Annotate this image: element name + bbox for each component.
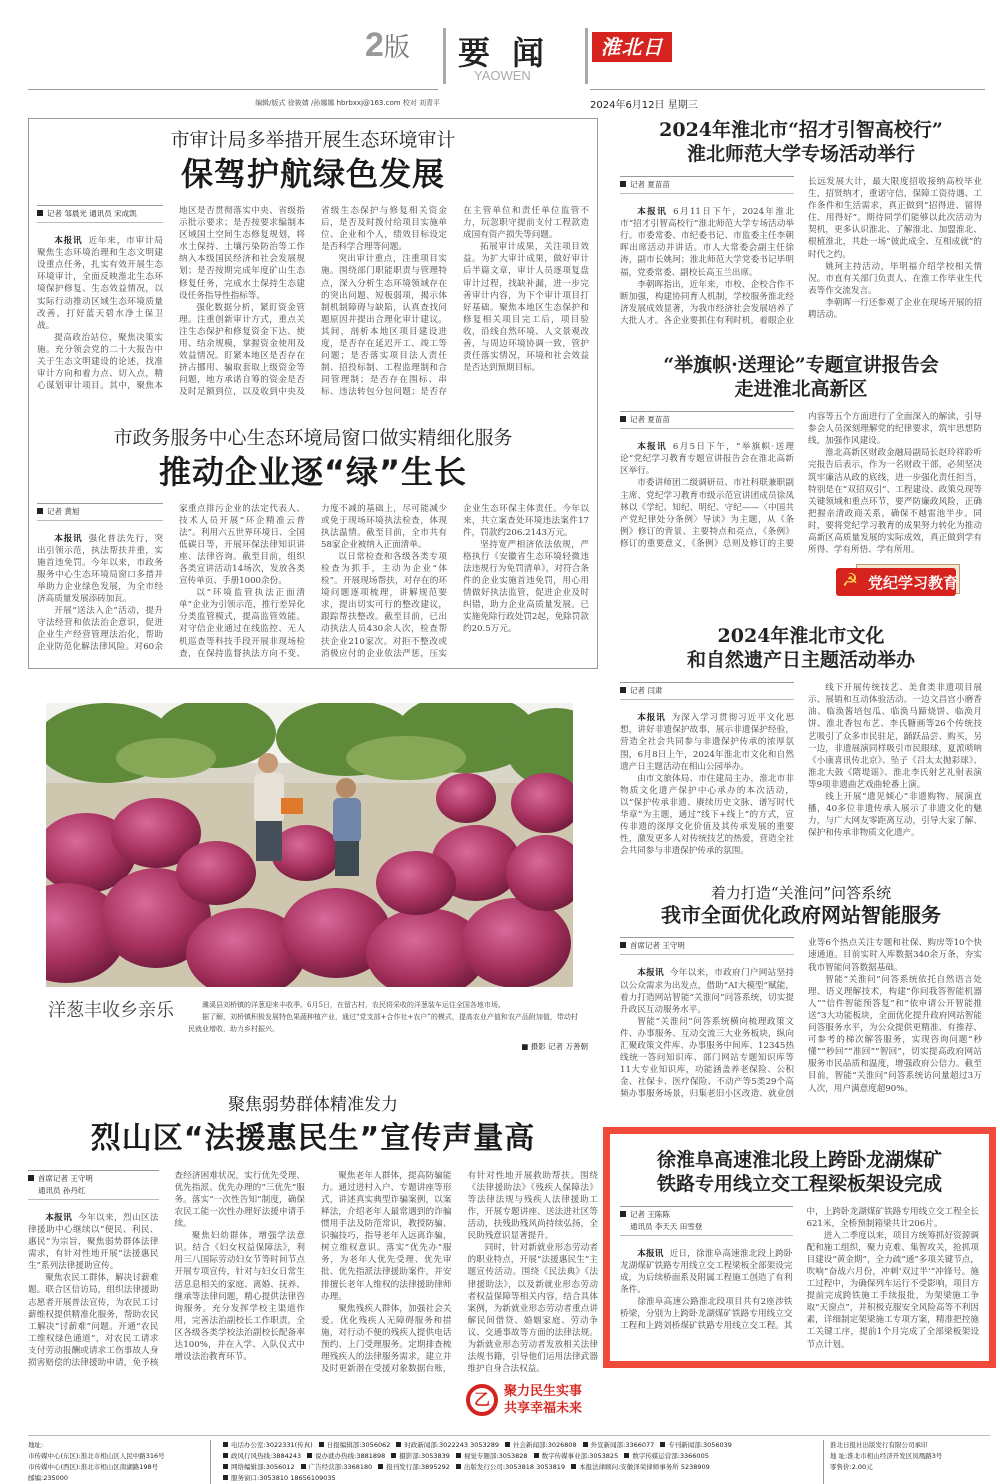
editor-credits: 编辑/版式 徐筱婧 /孙娜娜 hbrbxxj@163.com 校对 刘青平 — [255, 99, 440, 107]
byline: 记者 邹晨光 通讯员 宋成凯 — [37, 205, 163, 223]
footer-phone-item: 数字传媒事业部:3053825 — [541, 1452, 619, 1461]
article-green-body — [37, 503, 589, 660]
onion-harvest-photo — [46, 703, 573, 987]
footer-printer: 淮北日报社出版发行有限公司承印 地 址:淮北市相山经济开发区凤凰路3号 零售价:2.00元 — [830, 1441, 943, 1472]
article-website-body — [612, 937, 990, 1100]
headline: 烈山区“法援惠民生”宣传声量高 — [90, 1120, 536, 1156]
paragraph: 以日常检查和各级各类专项检查为抓手，主动为企业“体检”。开展现场帮扶，对存在的环境问题逐项梳理，讲解规范要求，提出切实可行的整改建议，跟踪帮扶整改。截至目前，已出动执法人员430余人次，检查帮扶企业210家次。对拒不整改或消极应付的企业依法严惩，压实企业生态环保主体责任。今年以来，共立案查处环境违法案件17件，罚款约206.2143万元。 — [321, 503, 589, 659]
paragraph: 淮北高新区财政金融局副局长赵玲祥聆听完报告后表示，作为一名财政干部，必须坚决筑牢廉洁从政的底线，进一步强化责任担当，特别是在“双招双引”、工程建设、政策兑现等关键领域和重点环节，要严防廉政风险，正确把握亲清政商关系，确保不越雷池半步。同时，要将党纪学习教育的成果努力转化为推动高新区高质量发展的实际成效，真正做到学有所得、学有所悟、学有所用。 — [808, 448, 982, 556]
paragraph: 本报讯 为深入学习贯彻习近平文化思想，讲好非遗保护故事，展示非遗保护经验，营造全社会共同参与非遗保护传承的浓厚氛围，6月8日上午，2024年淮北市文化和自然遗产日主题活动在相山公园举办。 — [620, 713, 794, 772]
section-title-en: YAOWEN — [474, 68, 531, 83]
footer-phone-item: 服务窗口:3053810 18656109035 — [231, 1474, 336, 1483]
footer-phone-item: 电话办公室:3022331(传真) — [231, 1441, 313, 1450]
left-column — [28, 118, 598, 1421]
footer-phone-item: 网络编辑部:3056012 — [231, 1463, 295, 1472]
headline: 我市全面优化政府网站智能服务 — [661, 903, 941, 928]
paragraph: 本报讯 近年来，市审计局聚焦生态环境治理和生态文明建设重点任务，扎实有效开展生态环境审计，全面反映淮北生态环境保护修复、生态效益情况，以实际行动推动区域生态环境质量改善，打好蓝天碧水净土保卫战。 — [37, 236, 163, 331]
article-legal-body — [28, 1170, 598, 1376]
article-audit-body — [37, 205, 589, 399]
headline: 2024年淮北市“招才引智高校行” 淮北师范大学专场活动举行 — [659, 119, 943, 165]
paragraph: 聚焦老年人群体，提高防骗能力。通过进村入户、专题讲座等形式，讲述真实典型诈骗案例，以案释法，介绍老年人最常遇到的诈骗惯用手法及防范常识，教授防骗、识骗技巧，指导老年人远离诈骗，树立维权意识。落实“优先办”服务，为老年人优先受理、优先审批、优先指派法律援助案件，并安排擅长老年人维权的法律援助律师办理。 — [321, 1170, 452, 1302]
paragraph: 姚珂主持活动，毕明福介绍学校相关情况。市直有关部门负责人、在淮工作毕业生代表等作交流发言。 — [808, 261, 982, 296]
byline: 记者 王陈陈 通讯员 李天天 田雪登 — [620, 1206, 793, 1236]
hammer-sickle-icon: ☭ — [842, 570, 859, 592]
headline: 徐淮阜高速淮北段上跨卧龙湖煤矿 铁路专用线立交工程梁板架设完成 — [656, 1148, 942, 1195]
bullet-square — [620, 181, 626, 187]
headline-sub: 市政务服务中心生态环境局窗口做实精细化服务 — [113, 426, 513, 449]
article-bridge-body — [612, 1206, 987, 1351]
paragraph: 市委讲师团二级调研员、市社科联兼职副主席、党纪学习教育市级示范宣讲团成员徐凤林以《学纪、知纪、明纪、守纪——〈中国共产党纪律处分条例〉导读》为主题，从《条例》修订的背景、主要特点和亮点，《条例》修订的重要意义，《条例》总则及修订的主要内容等五个方面进行了全面深入的解读，引导参会人员深刻理解党的纪律要求，筑牢思想防线，加强作风建设。 — [620, 412, 982, 549]
paragraph: 智能“关淮问”问答系统横向梳理政策文件、办事服务、互动交流三大业务板块，纵向汇聚政策文件库、办事服务中间库、12345热线统一答问知识库、部门网站专题知识库等11大专业知识库，功能涵盖养老保险、公积金、社保卡、医疗保险、不动产等5类29个高频办事服务场景，归集老旧小区改造、就业创业等6个热点关注专题和社保、购房等10个快速通道。目前实时入库数据340余万条，夯实我市智能问答数据基础。 — [620, 938, 982, 1100]
photo-credit: ■ 摄影 记者 万善朝 — [521, 1041, 588, 1051]
byline: 记者 夏苗苗 — [620, 411, 794, 429]
article-talent-body — [612, 176, 990, 327]
paragraph: 同时，针对新就业形态劳动者的职业特点，开展“法援惠民生”主题宣传活动。围绕《民法典》《法律援助法》，以及新就业形态劳动者权益保障等相关内容，结合具体案例，为新就业形态劳动者重点讲解民间借贷、婚姻家庭、劳动争议、交通事故等方面的法律法规。为新就业形态劳动者发放相关法律法规书籍，引导他们运用法律武器维护自身合法权益。 — [467, 1243, 598, 1375]
paragraph: 由市文旅体局、市住建局主办，淮北市非物质文化遗产保护中心承办的本次活动，以“保护传承非遗、赓续历史文脉、谱写时代华章”为主题，通过“线下+线上”的方式，宣传非遗的深厚文化价值及其传承发展的重要性，激发更多人对传统技艺的热爱，营造全社会共同参与非遗保护传承的氛围。 — [620, 773, 794, 857]
paragraph: 本报讯 6月5日下午，“举旗帜·送理论”党纪学习教育专题宣讲报告会在淮北高新区举行。 — [620, 442, 794, 477]
issue-date: 2024年6月12日 星期三 — [590, 100, 698, 111]
feature-box — [28, 118, 598, 669]
right-column — [612, 118, 990, 1368]
badge-line: 聚力民生实事 — [504, 1384, 583, 1400]
byline: 记者 黄旭 — [37, 503, 163, 521]
bullet-square — [620, 687, 626, 693]
footer-phones — [217, 1440, 817, 1484]
paragraph: 突出审计重点，注重项目实施。围绕部门职能职责与管理特点，深入分析生态环境领域存在的突出问题、短板弱项，揭示体制机制障碍与缺陷，认真查找问题原因并提出合理化审计建议。其间，剖析本地区项目建设进度，是否存在延迟开工、竣工等问题；是否落实项目法人责任制、招投标制、工程监理制和合同管理制；是否存在围标、串标、违法转包分包问题；是否存在主管单位和责任单位监管不力，玩忽职守提前支付工程款造成国有资产损失等问题。 — [321, 206, 589, 398]
headline: 2024年淮北市文化 和自然遗产日主题活动举办 — [686, 625, 915, 672]
paragraph: 聚焦残疾人群体，加强社会关爱。优化残疾人无障碍服务和措施，对行动不便的残疾人提供电话预约、上门受理服务。定期排查梳理残疾人的法律服务需求，建立并及时更新潜在受援对象数据台账，有针对性地开展救助帮扶。围绕《法律援助法》《残疾人保障法》等法律法规与残疾人法律援助工作，开展专题讲座、送法进社区等活动，扶残助残风尚持续弘扬，全民助残意识显著提升。 — [321, 1170, 598, 1375]
footer-phone-item: 数字传媒运营部:3366005 — [632, 1452, 709, 1461]
paragraph: 李朝晖一行还参观了企业在现场开展的招聘活动。 — [808, 297, 982, 321]
caption-line: 濉溪县刘桥镇的洋葱迎来丰收季。6月5日，在留古村，农民将采收的洋葱装车运往全国各地市场。 — [202, 1000, 505, 1009]
badge-line: 共享幸福未来 — [504, 1401, 583, 1417]
footer-phone-item: 日报编辑部:3056062 — [326, 1441, 391, 1450]
paragraph: 以“环境监管执法正面清单”企业为引领示范，推行差异化分类监管模式，提高监管效能。对守信企业通过在线监控、无人机巡查等科技手段开展非现场检查，在保持监督执法方向不变、力度不减的基础上，尽可能减少或免于现场环境执法检查，体现执法温情。截至目前，全市共有58家企业被纳入正面清单。 — [179, 503, 447, 659]
footer-phone-item: 广告经营部:3368180 — [308, 1463, 373, 1472]
paragraph: 线下开展传统技艺、美食类非遗项目展示、展销和互动体验活动。一边文昌宫小磨香油、临涣酱培包瓜、临涣马蹄烧饼、临涣月饼、淮北香包布艺、李氏糖画等26个传统技艺吸引了众多市民驻足，踊跃品尝、购买，另一边，非遗展演同样吸引市民眼球，夏派唢呐《小康喜讯传北京》、坠子《吕太太抛彩球》、淮北大鼓《隋堤谣》、淮北李氏射艺礼射表演等9项非遗曲艺戏曲轮番上演。 — [808, 683, 982, 790]
paragraph: 本报讯 6月11日下午，2024年淮北市“招才引智高校行”淮北师范大学专场活动举行。市委常委、市纪委书记、市监委主任李朝晖出席活动并讲话。市人大常委会副主任徐涛，副市长姚珂；淮北师范大学党委书记毕明福，党委常委、副校长高玉兰出席。 — [620, 207, 794, 278]
bullet-square — [37, 508, 43, 514]
badge-emblem-icon: 乙 — [466, 1384, 498, 1416]
bullet-square — [620, 942, 626, 948]
paragraph: 本报讯 近日，徐淮阜高速淮北段上跨卧龙湖煤矿铁路专用线立交工程梁板全部架设完成，为后续桥面系及附属工程施工创造了有利条件。 — [620, 1248, 793, 1295]
footer-phone-item: 说办就办热线:3881898 — [315, 1452, 386, 1461]
footer-phone-item: 外宣新闻部:3366077 — [590, 1441, 655, 1450]
paragraph: 线上开展“遗见倾心”非遗购物、展演直播，40多位非遗传承人展示了非遗文化的魅力，与广大网友零距离互动，引导大家了解、保护和传承非物质文化遗产。 — [808, 792, 982, 839]
footer-phone-item: 政风行风热线:3884243 — [231, 1452, 302, 1461]
paragraph: 提高政治站位，聚焦决策实施。充分领会党的二十大报告中关于生态文明建设的论述，找准审计方向和着力点、切入点，精心谋划审计项目。其中，聚焦本地区是否贯彻落实中央、省级指示批示要求；是否按要求编制本区域国土空间生态修复规划，将水土保持、土壤污染防治等工作纳入本级国民经济和社会发展规划；是否按期完成年度矿山生态修复任务，完成水土保持生态建设任务指导性指标等。 — [37, 206, 305, 392]
footer-phone-item: 专刊新闻部:3056039 — [668, 1441, 732, 1450]
article-heritage-body — [612, 682, 990, 857]
divider — [443, 28, 446, 84]
paragraph: 进入二季度以来，项目方统筹抓好资源调配和施工组织，聚力克难、集智攻关，抢抓项目建设“黄金期”，全力疏“通”多项关键节点，吹响“奋战六月份，冲刺‘双过半’”冲锋号。施工过程中，为确保列车运行不受影响，项目方提前完成跨铁施工手续报批，为架梁施工争取“天窗点”，并积极克服安全风险高等不利因素，详细制定架梁施工专项方案，精准把控施工关键工序，提前1个月完成了全部梁板架设节点计划。 — [806, 1230, 979, 1350]
header-rule — [28, 89, 438, 90]
divider — [210, 1440, 211, 1484]
byline: 记者 闫肃 — [620, 682, 794, 700]
paragraph: 聚焦农民工群体，解决讨薪难题。联合区信访局，组织法律援助志愿者开展普法宣传，为农民工讨薪维权提供精准化服务，帮助农民工解决“讨薪难”问题。开通“农民工维权绿色通道”，对农民工请求支付劳动报酬或请求工伤事故人身损害赔偿的法律援助申请，免予核查经济困难状况，实行优先受理、优先指派、优先办理的“三优先”服务。落实“一次性告知”制度，确保农民工能一次性办理好法援申请手续。 — [28, 1170, 305, 1369]
divider — [585, 28, 588, 84]
footer-phone-item: 时政新闻部:3022243 3053289 — [404, 1441, 500, 1450]
footer-phone-item: 本报法律顾问:安徽泽荣律师事务所 5238909 — [579, 1463, 710, 1472]
header-rule — [590, 89, 985, 90]
paragraph: 坚持宽严相济依法依规，严格执行《安徽省生态环境轻微违法违规行为免罚清单》，对符合条件的企业实施首违免罚，用心用情做好执法监管，促进企业及时纠错，助力企业高质量发展。已实施免除行政处罚2起，免除罚款约20.5万元。 — [463, 539, 589, 635]
headline: “举旗帜·送理论”专题宣讲报告会 走进淮北高新区 — [663, 354, 939, 401]
livelihood-badge — [466, 1381, 590, 1421]
article-lecture-body — [612, 411, 990, 556]
photo-caption — [188, 999, 578, 1035]
footer-phone-item: 社会新闻部:3026808 — [513, 1441, 577, 1450]
byline: 首席记者 王守明 — [620, 937, 794, 955]
headline: 保驾护航绿色发展 — [180, 155, 445, 193]
photo-title: 洋葱丰收乡亲乐 — [48, 999, 174, 1021]
highlight-frame — [603, 1127, 996, 1368]
headline: 推动企业逐“绿”生长 — [158, 452, 468, 491]
bullet-square — [37, 210, 43, 216]
party-education-badge: ☭ 党纪学习教育 — [836, 564, 960, 598]
paragraph: 李朝晖指出，近年来，市校、企校合作不断加强，构建协同育人机制，学校服务淮北经济发展成效显著，为我市经济社会发展培养了大批人才。各企业要抓住有利时机，着眼企业长远发展大计，最大限度招收接纳高校毕业生，招贤纳才，重诺守信，保障工资待遇、工作条件和生活需求，真正做到“招得进、留得住、用得好”。期待同学们能够以此次活动为契机，更多认识淮北、了解淮北、加盟淮北、根植淮北，共赴一场“彼此成全、互相成就”的时代之约。 — [620, 177, 982, 326]
paragraph: 本报讯 今年以来，市政府门户网站坚持以公众需求为出发点，借助“AI大模型”赋能，着力打造网站智能“关淮问”问答系统，切实提升政民互动服务水平。 — [620, 968, 794, 1015]
footer-phone-item: 报刊发行部:3895292 — [386, 1463, 450, 1472]
newspaper-logo: 淮北日报 — [592, 32, 672, 62]
bullet-square — [28, 1175, 34, 1181]
byline: 记者 夏苗苗 — [620, 176, 794, 194]
headline-sub: 市审计局多举措开展生态环境审计 — [170, 129, 456, 151]
paragraph: 开展“送法入企”活动，提升守法经营和依法治企意识，促进企业生产经营管理法治化，帮助企业防范化解法律风险。对60余家重点排污企业的法定代表人、技术人员开展“环企精准云普法”。利用六五世界环境日、全国低碳日等，开展环保法律知识讲座、法律咨询。截至目前，组织各类宣讲活动14场次，发放各类宣传单页、手册1000余份。 — [37, 503, 305, 653]
bullet-square — [620, 1211, 626, 1217]
paragraph: 本报讯 强化普法先行，突出引领示范，执法帮扶并重，实施首违免罚。今年以来，市政务服务中心生态环境局窗口多措并举助力企业绿色发展，为全市经济高质量发展添砖加瓦。 — [37, 533, 163, 605]
paragraph: 智能“关淮问”问答系统依托自然语言处理、语义理解技术，构建“你问我答智能机器人”“信件智能预答复”和“依申请公开智能推送”3大功能板块，全面优化提升政府网站智能问答服务水平，为公众提供更精准、有推荐、可参考的梯次解答服务，实现咨询问题“秒懂”“秒回”“准回”“智回”，切实提高政府网站服务市民品质和温度，增强政府公信力。截至目前，智能“关淮问”问答系统访问量超过3万人次，用户满意度超90%。 — [808, 974, 982, 1094]
caption-line: 据了解，刘桥镇积极发展特色果蔬种植产业，通过“党支部+合作社+农户”的模式，提高农业产值和农产品附加值，带动村民就业增收，助力乡村振兴。 — [188, 1012, 578, 1033]
headline-sub: 着力打造“关淮问”问答系统 — [710, 884, 892, 903]
footer-address: 地址: 市传媒中心(东区):淮北市相山区人民中路316号 市传媒中心(西区):淮北市相山区南湖路198号 邮编:235000 — [28, 1441, 165, 1483]
page-number: 2版 — [365, 26, 410, 64]
footer — [28, 1435, 990, 1484]
footer-phone-item: 视觉专题部:3053828 — [463, 1452, 528, 1461]
paragraph: 徐淮阜高速公路淮北段项目共有2座涉铁桥梁，分别为上跨卧龙湖煤矿铁路专用线立交工程和上跨刘桥煤矿铁路专用线立交工程。其中，上跨卧龙湖煤矿铁路专用线立交工程全长621米，全桥预制箱梁共计206片。 — [620, 1206, 979, 1332]
paragraph: 强化数据分析，紧盯资金管理。注重创新审计方式，重点关注生态保护和修复资金下达、使用、结余规模，掌握资金使用及效益情况。盯紧本地区是否存在挤占挪用、骗取套取上级资金等问题，地方承诺自筹的资金是否及时足额到位，以及收到中央及省级生态保护与修复相关资金后，是否及时拨付给项目实施单位、企业和个人，绩效目标设定是否科学合理等问题。 — [179, 206, 447, 398]
section-title: 要闻 — [458, 34, 567, 72]
byline: 首席记者 王守明 通讯员 孙丹红 — [28, 1170, 159, 1200]
paragraph: 本报讯 今年以来，烈山区法律援助中心继续以“便民、利民、惠民”为宗旨，聚焦弱势群体法律需求，有针对性地开展“法援惠民生”系列法律援助宣传。 — [28, 1212, 159, 1272]
headline-sub: 聚焦弱势群体精准发力 — [228, 1094, 398, 1115]
paragraph: 聚焦妇幼群体，增强学法意识。结合《妇女权益保障法》，利用三八国际劳动妇女节等时间节点开展专项宣传，针对与妇女日常生活息息相关的家庭、离婚、抚养、继承等法律问题，精心提供法律咨询服务。充分发挥学校主渠道作用，完善法治副校长工作职责，全区各级各类学校法治副校长配备率达100%，并在入学、入队仪式中增设法治教育环节。 — [174, 1231, 305, 1363]
footer-phone-item: 摄影部:3053839 — [399, 1452, 450, 1461]
divider — [823, 1440, 824, 1484]
footer-phone-item: 出版发行公司:3053818 3053819 — [463, 1463, 566, 1472]
paragraph: 拓展审计成果，关注项目效益。为扩大审计成果，做好审计后半篇文章，审计人员逐项复盘审计过程，找缺补漏，进一步完善审计内容，为下个审计项目打好基础。聚焦本地区生态保护和修复相关项目完工后，项目验收，沿线自然环境、人文景观改善，与周边环境协调一致，管护责任落实情况，环境和社会效益是否达到预期目标。 — [463, 242, 589, 374]
bullet-square — [620, 416, 626, 422]
